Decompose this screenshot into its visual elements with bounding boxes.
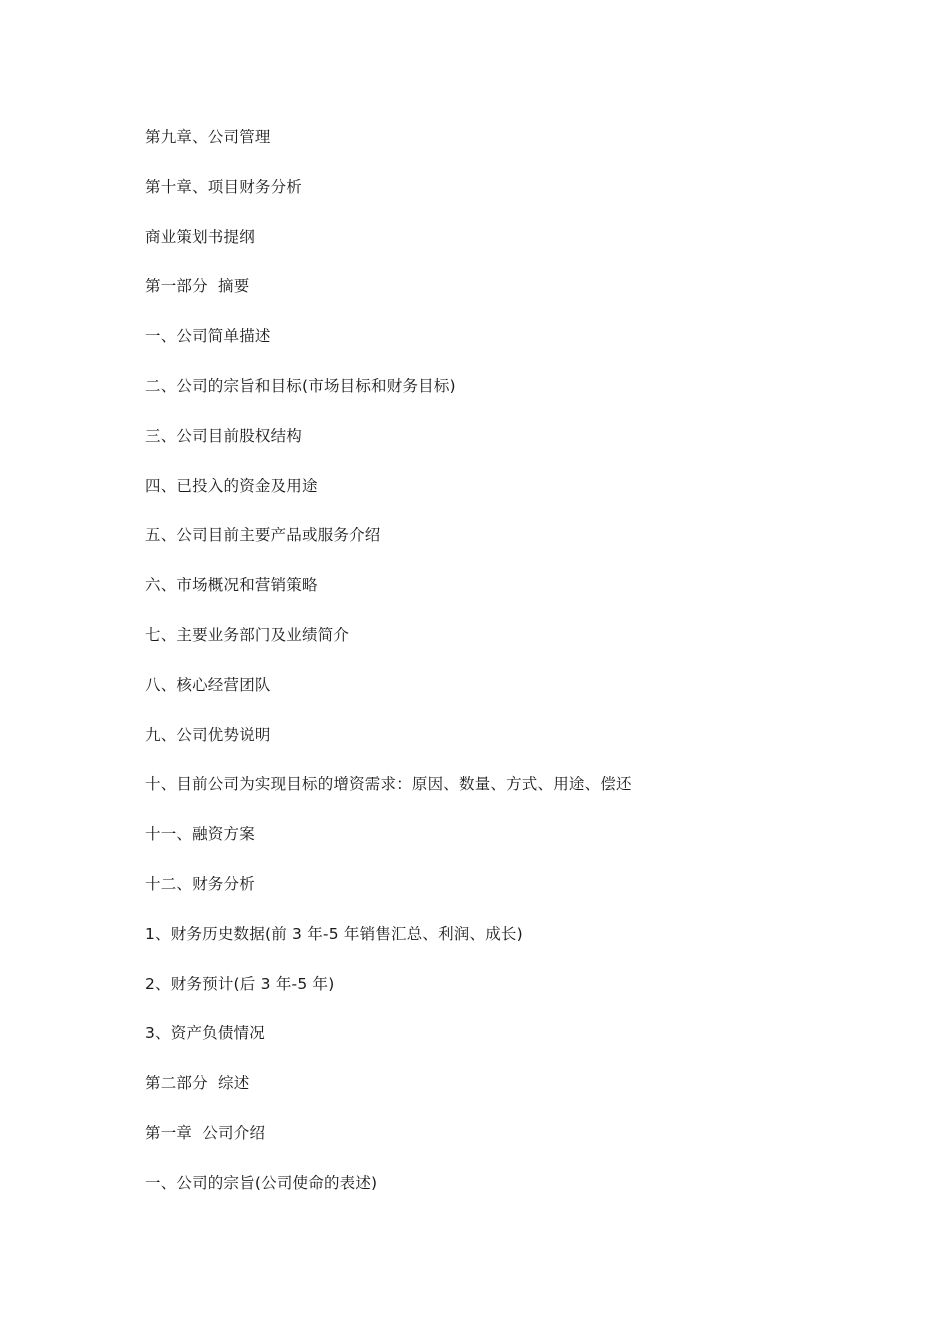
line-outline-title: 商业策划书提纲 — [145, 227, 255, 246]
line-item-10: 十、目前公司为实现目标的增资需求：原因、数量、方式、用途、偿还 — [145, 775, 632, 794]
line-item-4: 四、已投入的资金及用途 — [145, 476, 318, 495]
line-item-9: 九、公司优势说明 — [145, 725, 271, 744]
line-item-5: 五、公司目前主要产品或服务介绍 — [145, 526, 381, 545]
line-part-2: 第二部分 综述 — [145, 1074, 250, 1093]
document-body — [145, 126, 845, 1222]
line-chapter-10: 第十章、项目财务分析 — [145, 177, 303, 196]
line-subitem-3: 3、资产负债情况 — [145, 1024, 265, 1043]
line-item-2: 二、公司的宗旨和目标(市场目标和财务目标) — [145, 376, 456, 395]
line-item-11: 十一、融资方案 — [145, 825, 255, 844]
line-part-1: 第一部分 摘要 — [145, 277, 250, 296]
line-chapter-1: 第一章 公司介绍 — [145, 1123, 266, 1142]
line-item-7: 七、主要业务部门及业绩简介 — [145, 625, 350, 644]
line-item-12: 十二、财务分析 — [145, 874, 255, 893]
line-subitem-1: 1、财务历史数据(前 3 年-5 年销售汇总、利润、成长) — [145, 924, 523, 943]
line-item-6: 六、市场概况和营销策略 — [145, 576, 318, 595]
line-item-8: 八、核心经营团队 — [145, 675, 271, 694]
line-subitem-2: 2、财务预计(后 3 年-5 年) — [145, 974, 335, 993]
line-item-3: 三、公司目前股权结构 — [145, 426, 303, 445]
line-item-1: 一、公司简单描述 — [145, 327, 271, 346]
line-chapter-9: 第九章、公司管理 — [145, 128, 271, 146]
line-chapter-1-item-1: 一、公司的宗旨(公司使命的表述) — [145, 1173, 378, 1192]
